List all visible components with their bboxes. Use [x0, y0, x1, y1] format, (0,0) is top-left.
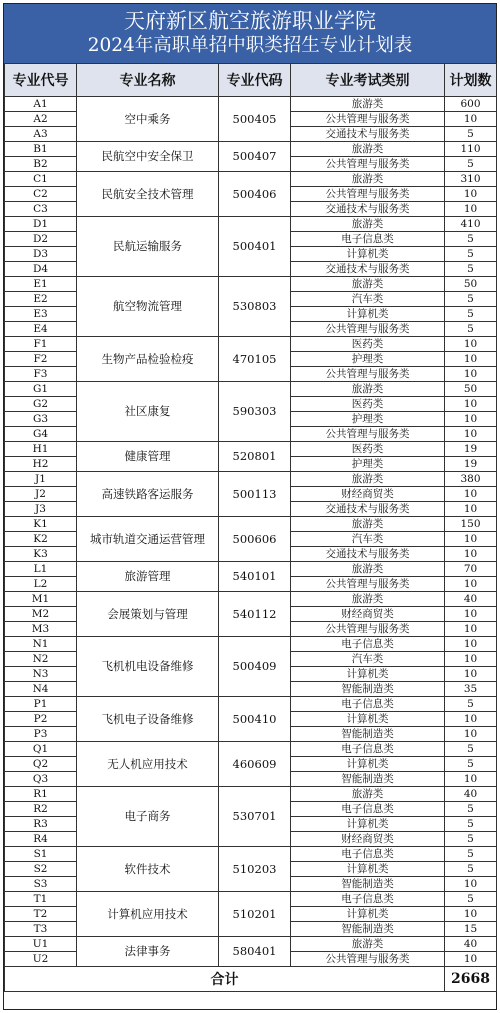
exam-category-cell: 财经商贸类 [291, 832, 445, 847]
title-line-2: 2024年高职单招中职类招生专业计划表 [87, 35, 413, 56]
major-id-cell: R3 [5, 817, 77, 832]
exam-category-cell: 汽车类 [291, 652, 445, 667]
major-id-cell: G1 [5, 382, 77, 397]
plan-count-cell: 5 [445, 127, 497, 142]
major-id-cell: N2 [5, 652, 77, 667]
plan-count-cell: 5 [445, 892, 497, 907]
major-id-cell: D1 [5, 217, 77, 232]
plan-count-cell: 19 [445, 442, 497, 457]
major-id-cell: S1 [5, 847, 77, 862]
major-id-cell: J1 [5, 472, 77, 487]
major-id-cell: R4 [5, 832, 77, 847]
major-code-cell: 460609 [219, 742, 291, 787]
header-major-code: 专业代码 [219, 64, 291, 97]
exam-category-cell: 医药类 [291, 442, 445, 457]
plan-count-cell: 10 [445, 652, 497, 667]
major-id-cell: N1 [5, 637, 77, 652]
major-code-cell: 510203 [219, 847, 291, 892]
table-row [5, 637, 497, 652]
table-row [5, 892, 497, 907]
major-code-cell: 500401 [219, 217, 291, 277]
exam-category-cell: 智能制造类 [291, 922, 445, 937]
major-id-cell: R1 [5, 787, 77, 802]
exam-category-cell: 护理类 [291, 412, 445, 427]
major-code-cell: 580401 [219, 937, 291, 967]
major-id-cell: L2 [5, 577, 77, 592]
major-name-cell: 电子商务 [77, 787, 219, 847]
total-row [5, 967, 497, 992]
major-id-cell: A1 [5, 97, 77, 112]
plan-count-cell: 10 [445, 667, 497, 682]
exam-category-cell: 电子信息类 [291, 847, 445, 862]
major-id-cell: T1 [5, 892, 77, 907]
plan-document [3, 3, 497, 1010]
plan-count-cell: 5 [445, 757, 497, 772]
major-id-cell: P3 [5, 727, 77, 742]
exam-category-cell: 旅游类 [291, 562, 445, 577]
header-exam-category: 专业考试类别 [291, 64, 445, 97]
plan-count-cell: 10 [445, 352, 497, 367]
plan-count-cell: 5 [445, 322, 497, 337]
major-code-cell: 500606 [219, 517, 291, 562]
major-name-cell: 无人机应用技术 [77, 742, 219, 787]
plan-count-cell: 5 [445, 697, 497, 712]
major-id-cell: C3 [5, 202, 77, 217]
major-name-cell: 高速铁路客运服务 [77, 472, 219, 517]
plan-count-cell: 10 [445, 427, 497, 442]
exam-category-cell: 旅游类 [291, 97, 445, 112]
table-row [5, 277, 497, 292]
major-id-cell: S2 [5, 862, 77, 877]
major-code-cell: 540112 [219, 592, 291, 637]
major-id-cell: P1 [5, 697, 77, 712]
major-code-cell: 500407 [219, 142, 291, 172]
major-id-cell: T3 [5, 922, 77, 937]
major-code-cell: 530701 [219, 787, 291, 847]
major-name-cell: 飞机电子设备维修 [77, 697, 219, 742]
plan-count-cell: 10 [445, 337, 497, 352]
exam-category-cell: 护理类 [291, 457, 445, 472]
plan-count-cell: 40 [445, 937, 497, 952]
plan-count-cell: 150 [445, 517, 497, 532]
exam-category-cell: 公共管理与服务类 [291, 187, 445, 202]
exam-category-cell: 旅游类 [291, 172, 445, 187]
major-name-cell: 会展策划与管理 [77, 592, 219, 637]
major-name-cell: 旅游管理 [77, 562, 219, 592]
exam-category-cell: 公共管理与服务类 [291, 112, 445, 127]
major-id-cell: Q1 [5, 742, 77, 757]
major-id-cell: F2 [5, 352, 77, 367]
major-name-cell: 生物产品检验检疫 [77, 337, 219, 382]
plan-count-cell: 310 [445, 172, 497, 187]
major-name-cell: 民航安全技术管理 [77, 172, 219, 217]
major-id-cell: Q2 [5, 757, 77, 772]
exam-category-cell: 公共管理与服务类 [291, 622, 445, 637]
table-row [5, 697, 497, 712]
table-row [5, 937, 497, 952]
major-name-cell: 航空物流管理 [77, 277, 219, 337]
plan-count-cell: 10 [445, 367, 497, 382]
major-id-cell: F1 [5, 337, 77, 352]
major-id-cell: D3 [5, 247, 77, 262]
major-id-cell: A2 [5, 112, 77, 127]
exam-category-cell: 旅游类 [291, 142, 445, 157]
plan-count-cell: 10 [445, 907, 497, 922]
exam-category-cell: 公共管理与服务类 [291, 322, 445, 337]
plan-count-cell: 380 [445, 472, 497, 487]
exam-category-cell: 医药类 [291, 397, 445, 412]
table-row [5, 742, 497, 757]
major-name-cell: 社区康复 [77, 382, 219, 442]
table-row [5, 97, 497, 112]
major-id-cell: K1 [5, 517, 77, 532]
plan-count-cell: 40 [445, 787, 497, 802]
exam-category-cell: 电子信息类 [291, 742, 445, 757]
plan-count-cell: 10 [445, 712, 497, 727]
exam-category-cell: 计算机类 [291, 247, 445, 262]
exam-category-cell: 交通技术与服务类 [291, 502, 445, 517]
major-code-cell: 540101 [219, 562, 291, 592]
major-id-cell: G3 [5, 412, 77, 427]
table-row [5, 382, 497, 397]
major-id-cell: L1 [5, 562, 77, 577]
plan-count-cell: 40 [445, 592, 497, 607]
exam-category-cell: 旅游类 [291, 517, 445, 532]
major-id-cell: C1 [5, 172, 77, 187]
exam-category-cell: 交通技术与服务类 [291, 262, 445, 277]
exam-category-cell: 财经商贸类 [291, 607, 445, 622]
major-id-cell: M3 [5, 622, 77, 637]
major-code-cell: 500113 [219, 472, 291, 517]
plan-count-cell: 5 [445, 832, 497, 847]
plan-count-cell: 19 [445, 457, 497, 472]
plan-count-cell: 10 [445, 622, 497, 637]
exam-category-cell: 计算机类 [291, 757, 445, 772]
major-id-cell: J2 [5, 487, 77, 502]
exam-category-cell: 智能制造类 [291, 877, 445, 892]
exam-category-cell: 计算机类 [291, 307, 445, 322]
exam-category-cell: 计算机类 [291, 862, 445, 877]
major-id-cell: D2 [5, 232, 77, 247]
major-id-cell: S3 [5, 877, 77, 892]
major-id-cell: E1 [5, 277, 77, 292]
document-title [4, 4, 496, 63]
exam-category-cell: 智能制造类 [291, 727, 445, 742]
exam-category-cell: 交通技术与服务类 [291, 547, 445, 562]
major-code-cell: 510201 [219, 892, 291, 937]
enrollment-plan-table [4, 63, 497, 992]
major-id-cell: A3 [5, 127, 77, 142]
plan-count-cell: 5 [445, 157, 497, 172]
exam-category-cell: 旅游类 [291, 937, 445, 952]
exam-category-cell: 汽车类 [291, 292, 445, 307]
exam-category-cell: 旅游类 [291, 592, 445, 607]
exam-category-cell: 旅游类 [291, 382, 445, 397]
header-major-id: 专业代号 [5, 64, 77, 97]
plan-count-cell: 10 [445, 397, 497, 412]
plan-count-cell: 5 [445, 847, 497, 862]
plan-count-cell: 5 [445, 307, 497, 322]
plan-count-cell: 5 [445, 862, 497, 877]
exam-category-cell: 计算机类 [291, 817, 445, 832]
major-id-cell: D4 [5, 262, 77, 277]
exam-category-cell: 电子信息类 [291, 697, 445, 712]
table-row [5, 217, 497, 232]
plan-count-cell: 600 [445, 97, 497, 112]
major-id-cell: H2 [5, 457, 77, 472]
exam-category-cell: 计算机类 [291, 907, 445, 922]
major-id-cell: M1 [5, 592, 77, 607]
table-row [5, 172, 497, 187]
major-name-cell: 飞机机电设备维修 [77, 637, 219, 697]
major-id-cell: B1 [5, 142, 77, 157]
plan-count-cell: 410 [445, 217, 497, 232]
total-label: 合计 [5, 967, 445, 992]
table-row [5, 592, 497, 607]
plan-count-cell: 10 [445, 502, 497, 517]
exam-category-cell: 计算机类 [291, 667, 445, 682]
table-row [5, 337, 497, 352]
major-id-cell: H1 [5, 442, 77, 457]
plan-count-cell: 10 [445, 532, 497, 547]
major-name-cell: 法律事务 [77, 937, 219, 967]
major-id-cell: Q3 [5, 772, 77, 787]
exam-category-cell: 财经商贸类 [291, 487, 445, 502]
plan-count-cell: 35 [445, 682, 497, 697]
exam-category-cell: 交通技术与服务类 [291, 202, 445, 217]
major-name-cell: 城市轨道交通运营管理 [77, 517, 219, 562]
major-id-cell: T2 [5, 907, 77, 922]
exam-category-cell: 智能制造类 [291, 772, 445, 787]
plan-count-cell: 50 [445, 277, 497, 292]
plan-count-cell: 5 [445, 292, 497, 307]
major-id-cell: F3 [5, 367, 77, 382]
major-code-cell: 530803 [219, 277, 291, 337]
exam-category-cell: 电子信息类 [291, 637, 445, 652]
plan-count-cell: 10 [445, 952, 497, 967]
plan-count-cell: 5 [445, 742, 497, 757]
exam-category-cell: 电子信息类 [291, 802, 445, 817]
table-row [5, 847, 497, 862]
major-id-cell: N3 [5, 667, 77, 682]
major-id-cell: G2 [5, 397, 77, 412]
exam-category-cell: 公共管理与服务类 [291, 367, 445, 382]
major-id-cell: E2 [5, 292, 77, 307]
major-id-cell: K3 [5, 547, 77, 562]
major-id-cell: C2 [5, 187, 77, 202]
major-id-cell: R2 [5, 802, 77, 817]
plan-count-cell: 10 [445, 547, 497, 562]
major-code-cell: 500405 [219, 97, 291, 142]
major-id-cell: E3 [5, 307, 77, 322]
major-code-cell: 500410 [219, 697, 291, 742]
table-row [5, 517, 497, 532]
exam-category-cell: 护理类 [291, 352, 445, 367]
total-value: 2668 [445, 967, 497, 992]
major-id-cell: J3 [5, 502, 77, 517]
plan-count-cell: 10 [445, 772, 497, 787]
table-row [5, 787, 497, 802]
exam-category-cell: 医药类 [291, 337, 445, 352]
plan-count-cell: 10 [445, 727, 497, 742]
major-id-cell: U2 [5, 952, 77, 967]
header-major-name: 专业名称 [77, 64, 219, 97]
plan-count-cell: 10 [445, 877, 497, 892]
header-plan-count: 计划数 [445, 64, 497, 97]
major-code-cell: 520801 [219, 442, 291, 472]
plan-count-cell: 5 [445, 817, 497, 832]
exam-category-cell: 公共管理与服务类 [291, 157, 445, 172]
major-id-cell: N4 [5, 682, 77, 697]
major-name-cell: 软件技术 [77, 847, 219, 892]
major-id-cell: G4 [5, 427, 77, 442]
exam-category-cell: 电子信息类 [291, 232, 445, 247]
major-id-cell: K2 [5, 532, 77, 547]
plan-count-cell: 10 [445, 112, 497, 127]
plan-count-cell: 110 [445, 142, 497, 157]
plan-count-cell: 50 [445, 382, 497, 397]
major-code-cell: 590303 [219, 382, 291, 442]
exam-category-cell: 旅游类 [291, 277, 445, 292]
major-id-cell: P2 [5, 712, 77, 727]
major-name-cell: 健康管理 [77, 442, 219, 472]
plan-count-cell: 10 [445, 412, 497, 427]
major-code-cell: 470105 [219, 337, 291, 382]
plan-count-cell: 10 [445, 607, 497, 622]
plan-count-cell: 15 [445, 922, 497, 937]
plan-count-cell: 10 [445, 202, 497, 217]
exam-category-cell: 交通技术与服务类 [291, 127, 445, 142]
major-name-cell: 空中乘务 [77, 97, 219, 142]
exam-category-cell: 公共管理与服务类 [291, 427, 445, 442]
title-line-1: 天府新区航空旅游职业学院 [124, 9, 376, 33]
table-row [5, 472, 497, 487]
table-body [5, 97, 497, 967]
major-name-cell: 民航空中安全保卫 [77, 142, 219, 172]
exam-category-cell: 智能制造类 [291, 682, 445, 697]
major-code-cell: 500409 [219, 637, 291, 697]
plan-count-cell: 5 [445, 262, 497, 277]
major-name-cell: 民航运输服务 [77, 217, 219, 277]
exam-category-cell: 汽车类 [291, 532, 445, 547]
exam-category-cell: 旅游类 [291, 217, 445, 232]
table-row [5, 142, 497, 157]
plan-count-cell: 10 [445, 577, 497, 592]
plan-count-cell: 10 [445, 187, 497, 202]
major-id-cell: M2 [5, 607, 77, 622]
plan-count-cell: 70 [445, 562, 497, 577]
table-row [5, 442, 497, 457]
major-id-cell: U1 [5, 937, 77, 952]
table-row [5, 562, 497, 577]
major-id-cell: E4 [5, 322, 77, 337]
exam-category-cell: 旅游类 [291, 472, 445, 487]
exam-category-cell: 旅游类 [291, 787, 445, 802]
major-name-cell: 计算机应用技术 [77, 892, 219, 937]
exam-category-cell: 计算机类 [291, 712, 445, 727]
exam-category-cell: 公共管理与服务类 [291, 952, 445, 967]
plan-count-cell: 5 [445, 232, 497, 247]
exam-category-cell: 电子信息类 [291, 892, 445, 907]
major-code-cell: 500406 [219, 172, 291, 217]
major-id-cell: B2 [5, 157, 77, 172]
plan-count-cell: 10 [445, 487, 497, 502]
plan-count-cell: 5 [445, 247, 497, 262]
exam-category-cell: 公共管理与服务类 [291, 577, 445, 592]
plan-count-cell: 5 [445, 802, 497, 817]
plan-count-cell: 10 [445, 637, 497, 652]
header-row [5, 64, 497, 97]
